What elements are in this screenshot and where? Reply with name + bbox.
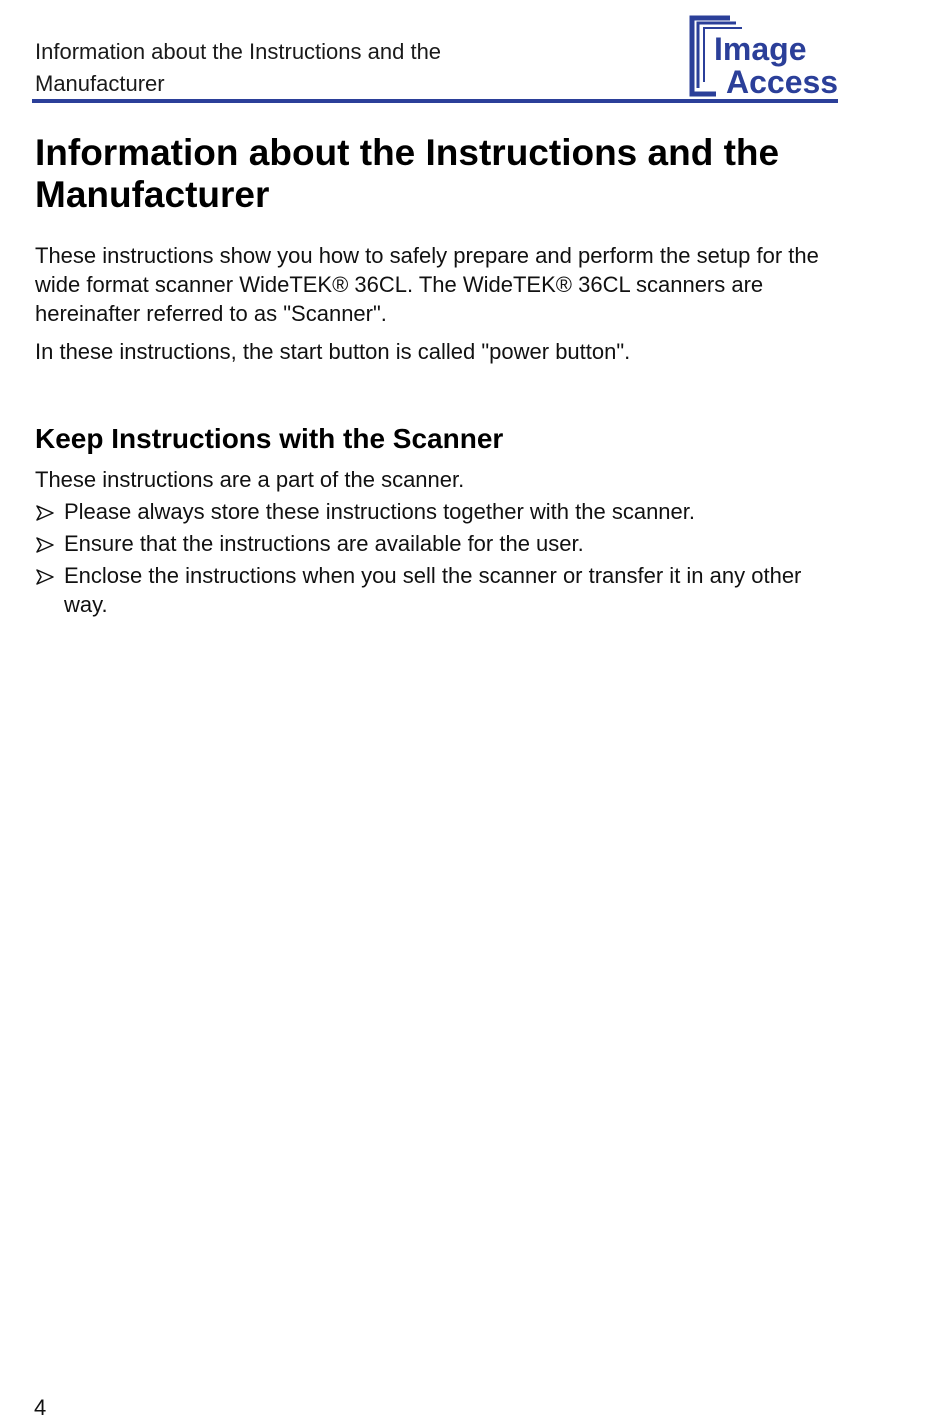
- logo-text-image: Image: [714, 31, 807, 67]
- logo-text-access: Access: [726, 64, 839, 98]
- list-item-text: Please always store these instructions together with the scanner.: [64, 499, 696, 524]
- list-item-text: Ensure that the instructions are available for the user.: [64, 531, 584, 556]
- arrow-bullet-icon: [36, 569, 54, 585]
- section-lead: These instructions are a part of the scanner.: [35, 467, 465, 492]
- header-divider: [32, 99, 838, 103]
- arrow-bullet-icon: [36, 537, 54, 553]
- intro-paragraph: In these instructions, the start button is called "power button".: [35, 339, 631, 364]
- page-header: [0, 0, 950, 110]
- image-access-logo: [688, 14, 840, 98]
- arrow-bullet-icon: [36, 505, 54, 521]
- running-header-title: Information about the Instructions and the Manufacturer: [35, 39, 442, 96]
- list-item: [35, 529, 845, 558]
- intro-paragraph: These instructions show you how to safely prepare and perform the setup for the wide format scanner WideTEK® 36CL. The WideTEK® 36CL scanners are hereinafter referred to as "Scanner".: [35, 243, 819, 326]
- page-title: Information about the Instructions and the Manufacturer: [35, 132, 780, 215]
- page-number: 4: [34, 1395, 47, 1420]
- section-body: [35, 465, 845, 622]
- list-item: [35, 561, 845, 619]
- section-heading: Keep Instructions with the Scanner: [35, 423, 504, 454]
- list-item: [35, 497, 845, 526]
- intro-text: [35, 241, 845, 375]
- list-item-text: Enclose the instructions when you sell the scanner or transfer it in any other way.: [64, 563, 802, 617]
- instruction-list: [35, 497, 845, 619]
